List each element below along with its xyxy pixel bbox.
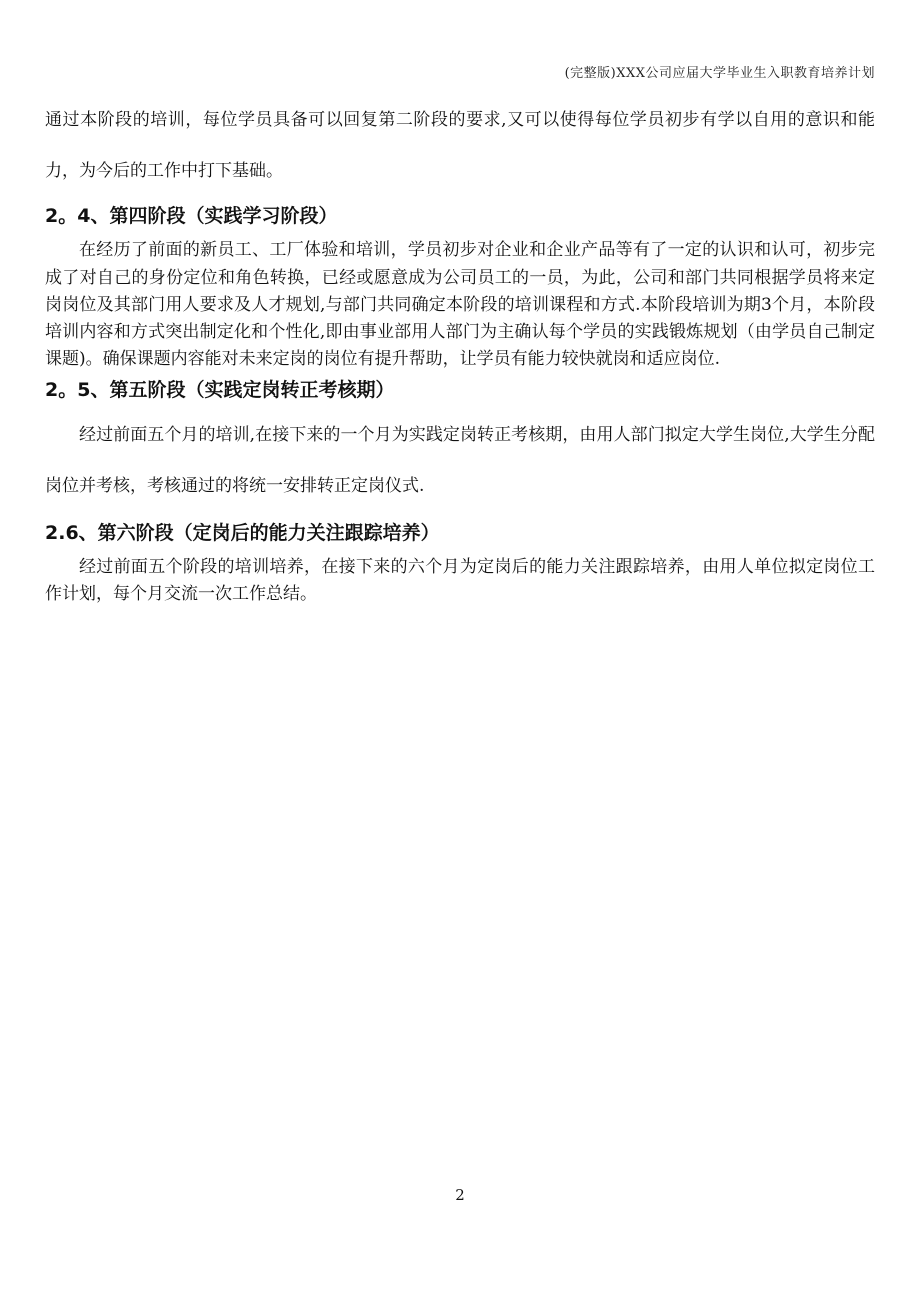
- section-paragraph-stage-6: 经过前面五个阶段的培训培养，在接下来的六个月为定岗后的能力关注跟踪培养，由用人单位拟定岗位工作计划，每个月交流一次工作总结。: [45, 557, 875, 605]
- section-heading-stage-4: 2。4、第四阶段（实践学习阶段）: [45, 205, 338, 227]
- section-heading-stage-5: 2。5、第五阶段（实践定岗转正考核期）: [45, 379, 395, 402]
- running-header: (完整版)XXX公司应届大学毕业生入职教育培养计划: [564, 66, 875, 81]
- section-paragraph-stage-4: 在经历了前面的新员工、工厂体验和培训，学员初步对企业和企业产品等有了一定的认识和认可，初步完成了对自己的身份定位和角色转换，已经或愿意成为公司员工的一员，为此，公司和部门共同根据学员将来定岗岗位及其部门用人要求及人才规划,与部门共同确定本阶段的培训课程和方式.本阶段培训为期3个月，本阶段培训内容和方式突出制定化和个性化,即由事业部用人部门为主确认每个学员的实践锻炼规划（由学员自己制定课题)。确保课题内容能对未来定岗的岗位有提升帮助，让学员有能力较快就岗和适应岗位.: [45, 240, 875, 370]
- section-heading-stage-6: 2.6、第六阶段（定岗后的能力关注跟踪培养）: [45, 521, 440, 544]
- page-number: 2: [455, 1186, 465, 1204]
- intro-paragraph: 通过本阶段的培训，每位学员具备可以回复第二阶段的要求,又可以使得每位学员初步有学以自用的意识和能力，为今后的工作中打下基础。: [45, 110, 875, 181]
- document-body: [45, 95, 875, 608]
- section-paragraph-stage-5: 经过前面五个月的培训,在接下来的一个月为实践定岗转正考核期，由用人部门拟定大学生岗位,大学生分配岗位并考核，考核通过的将统一安排转正定岗仪式.: [45, 424, 875, 496]
